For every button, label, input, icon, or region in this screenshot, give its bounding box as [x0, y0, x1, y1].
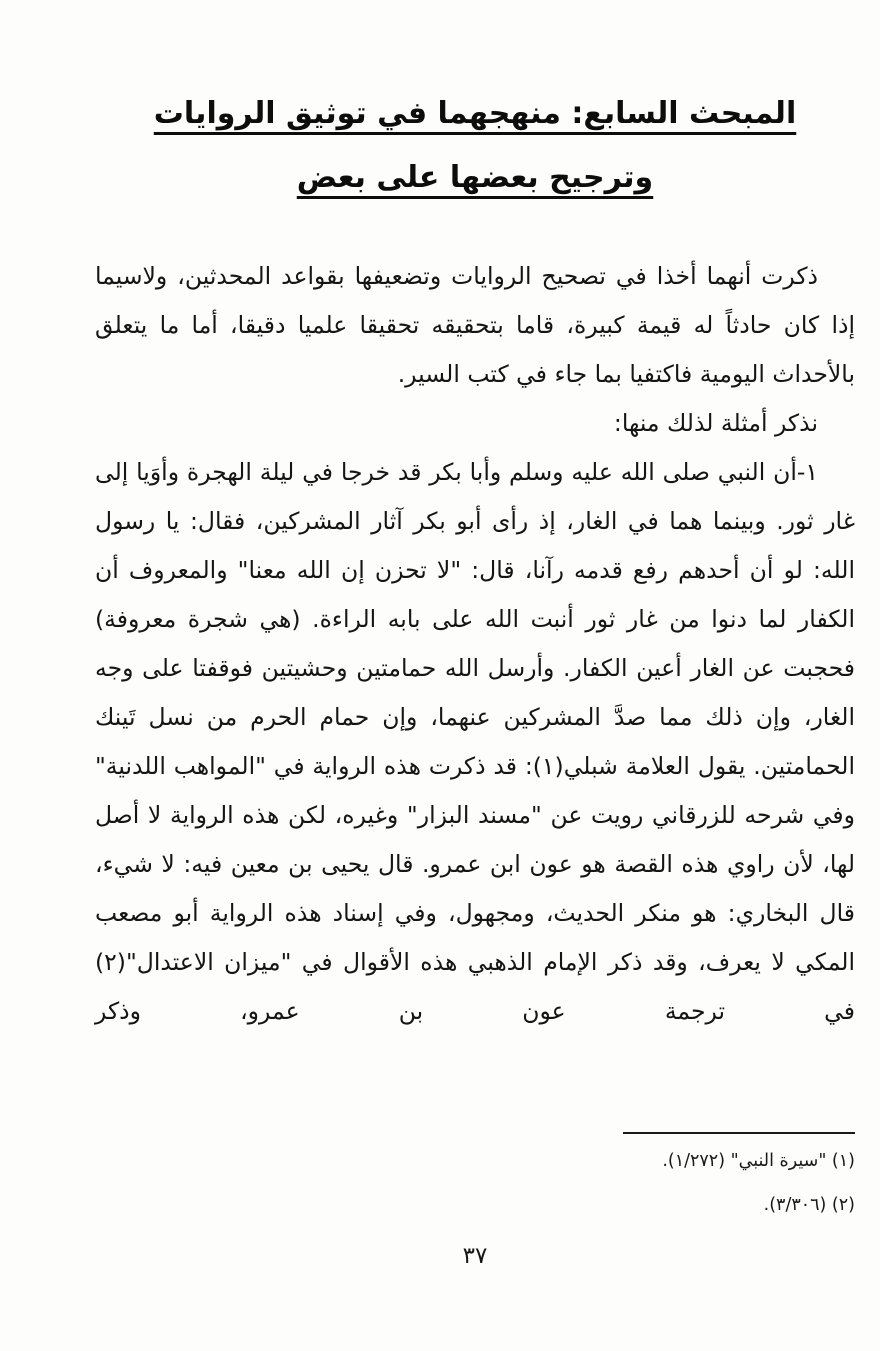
footnote-1: (١) "سيرة النبي" (١/٢٧٢). — [662, 1151, 855, 1171]
paragraph-intro: ذكرت أنهما أخذا في تصحيح الروايات وتضعيفها بقواعد المحدثين، ولاسيما إذا كان حادثاً له قيمة كبيرة، قاما بتحقيقه تحقيقا علميا دقيقا، أما ما يتعلق بالأحداث اليومية فاكتفيا بما جاء في كتب السير. — [95, 262, 855, 388]
page-number: ٣٧ — [462, 1243, 488, 1269]
page-content — [95, 0, 855, 1036]
section-title-line-1 — [95, 82, 855, 146]
footnote-separator — [623, 1132, 855, 1134]
section-title — [95, 0, 855, 210]
footnote-2: (٢) (٣/٣٠٦). — [763, 1195, 855, 1215]
section-title-text-2: وترجيح بعضها على بعض — [296, 160, 654, 195]
footnotes-section — [95, 1132, 855, 1234]
paragraph-example-1: ١-أن النبي صلى الله عليه وسلم وأبا بكر قد خرجا في ليلة الهجرة وأوَيا إلى غار ثور. وبينما هما في الغار، إذ رأى أبو بكر آثار المشركين، فقال: يا رسول الله: لو أن أحدهم رفع قدمه رآنا، قال: "لا تحزن إن الله معنا" والمعروف أن الكفار لما دنوا من غار ثور أنبت الله على بابه الراءة. (هي شجرة معروفة) فحجبت عن الغار أعين الكفار. وأرسل الله حمامتين وحشيتين فوقفتا على وجه الغار، وإن ذلك مما صدَّ المشركين عنهما، وإن حمام الحرم من نسل تَينك الحمامتين. يقول العلامة شبلي(١): قد ذكرت هذه الرواية في "المواهب اللدنية" وفي شرحه للزرقاني رويت عن "مسند البزار" وغيره، لكن هذه الرواية لا أصل لها، لأن راوي هذه القصة هو عون ابن عمرو. قال يحيى بن معين فيه: لا شيء، قال البخاري: هو منكر الحديث، ومجهول، وفي إسناد هذه الرواية أبو مصعب المكي لا يعرف، وقد ذكر الإمام الذهبي هذه الأقوال في "ميزان الاعتدال"(٢) في ترجمة عون بن عمرو، وذكر — [95, 458, 855, 1025]
section-title-text-1: المبحث السابع: منهجهما في توثيق الروايات — [153, 96, 797, 131]
paragraph-examples-lead: نذكر أمثلة لذلك منها: — [613, 409, 818, 437]
body-text — [95, 252, 855, 1036]
section-title-line-2 — [95, 146, 855, 210]
